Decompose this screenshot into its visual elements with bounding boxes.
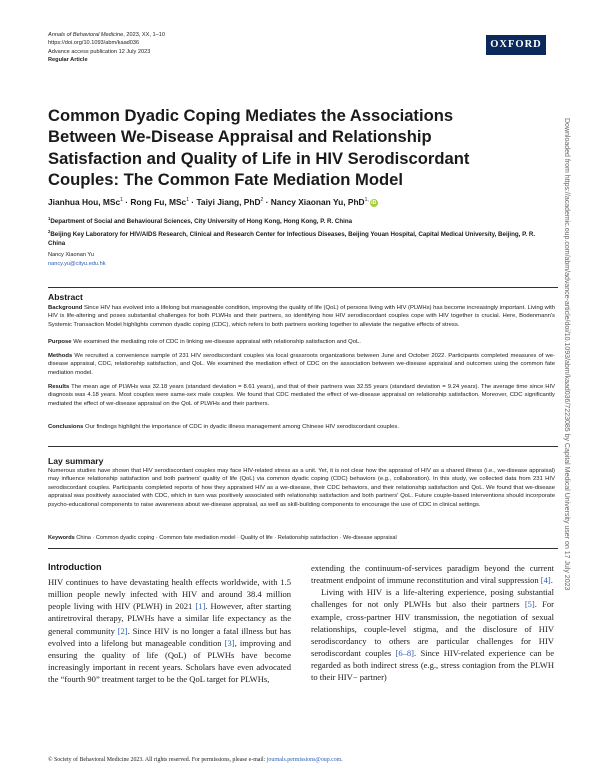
- author-name[interactable]: Jianhua Hou, MSc: [48, 197, 121, 207]
- author-affil-sup: 1: [186, 197, 189, 204]
- orcid-icon[interactable]: iD: [371, 199, 377, 206]
- lay-summary-text: Numerous studies have shown that HIV serodiscordant couples may face HIV-related stress as a unit. Yet, it is not clear how the appraisal of HIV as a shared illness (i.e., we-disease appraisal) may influence relationship satisfaction and both partners' quality of life (QoL) via common dyadic coping (CDC) behaviors (e.g., collaboration). In this study, we collected data from 231 HIV serodiscordant couples. Participants completed reports of how they appraised HIV as a we-disease, their CDC behaviors, and their relationship satisfaction and QoL. We found that we-disease appraisal was positively associated with CDC, which in turn was positively associated with relationship satisfaction and both partners' QoL. Future couple-based interventions should incorporate psycho-educational components to raise awareness about we-disease appraisal, as well as skill-building components to encourage the use of CDC in clinical settings.: [48, 468, 555, 508]
- label-background: Background: [48, 305, 83, 311]
- abstract-methods: [48, 352, 555, 377]
- citation-link[interactable]: [3]: [224, 637, 235, 648]
- author-affil-sup: 1,: [364, 197, 369, 204]
- copyright-end: .: [341, 757, 343, 763]
- text: HIV continues to have devastating health effects worldwide, with 1.5 million people newly infected with HIV and around 38.4 million people living with HIV (PLWH) in 2021: [48, 577, 291, 612]
- text: . Since HIV is no longer a fatal illness but has evolved into a lifelong but manageable condition: [48, 625, 292, 648]
- citation-link[interactable]: [2]: [117, 625, 128, 636]
- article-type: Regular Article: [48, 57, 88, 64]
- abstract-conclusions: [48, 423, 555, 431]
- abstract-results: [48, 383, 555, 408]
- text-background: Since HIV has evolved into a lifelong but manageable condition, improving the quality of life (QoL) of persons living with HIV (PLWHs) has become increasingly important. Living with HIV is life-altering and poses substantial challenges for both PLWHs and their partners, so identifying how HIV serodiscordant couples cope with HIV together is crucial. Here, Bodenmann's Systemic Transaction Model highlights common dyadic coping (CDC), which refers to both partners working together to alleviate the negative effects of stress.: [48, 305, 555, 328]
- abstract-background: [48, 304, 555, 329]
- journal-name: Annals of Behavioral Medicine: [48, 32, 124, 38]
- copyright-footer: [48, 757, 343, 763]
- copyright-text: © Society of Behavioral Medicine 2023. All rights reserved. For permissions, please e-mail:: [48, 757, 267, 763]
- abstract-heading: Abstract: [48, 292, 83, 302]
- text: Living with HIV is a life-altering experience, posing substantial challenges for not only PLWHs but also their partners: [311, 587, 554, 610]
- text: .: [550, 575, 553, 586]
- keywords-label: Keywords: [48, 535, 75, 541]
- corresponding-name: Nancy Xiaonan Yu: [48, 252, 94, 258]
- affiliation-text: Department of Social and Behavioural Sciences, City University of Hong Kong, Hong Kong, P. R. China: [50, 218, 353, 226]
- citation-link[interactable]: [5]: [524, 599, 535, 610]
- citation-link[interactable]: [6–8]: [395, 648, 415, 659]
- text: extending the continuum-of-services paradigm beyond the current treatment endpoint of immune reconstitution and viral suppression: [311, 563, 554, 586]
- lay-summary-heading: Lay summary: [48, 456, 104, 466]
- oxford-logo: OXFORD: [486, 35, 546, 55]
- introduction-left-column: [48, 576, 291, 685]
- text: . However, after starting antiretroviral therapy, PLWHs have a similar life expectancy as the general community: [48, 601, 291, 636]
- divider: [48, 287, 558, 288]
- affiliation-text: Beijing Key Laboratory for HIV/AIDS Research, Clinical and Research Center for Infectious Diseases, Beijing Youan Hospital, Capital Medical University, Beijing, P. R. China: [48, 230, 536, 248]
- divider: [48, 446, 558, 447]
- keywords: [48, 535, 397, 541]
- affiliation-item: [48, 227, 548, 249]
- doi-link[interactable]: https://doi.org/10.1093/abm/kaad036: [48, 40, 140, 47]
- affiliation-item: [48, 214, 548, 227]
- text-methods: We recruited a convenience sample of 231 HIV serodiscordant couples via local grassroots organizations between June and October 2022. Participants completed measures of we-disease appraisal, CDC, relationship satisfaction, and QoL. We examined the mediation effect of CDC on the association between we-disease appraisal and outcomes using the common fate mediation model.: [48, 353, 555, 376]
- label-conclusions: Conclusions: [48, 424, 84, 430]
- corresponding-email[interactable]: nancy.yu@cityu.edu.hk: [48, 260, 106, 267]
- author-name[interactable]: Taiyi Jiang, PhD: [196, 197, 261, 207]
- author-separator: ·: [188, 197, 197, 207]
- abstract-purpose: [48, 338, 555, 346]
- author-list: [48, 197, 378, 207]
- author-affil-sup: 1: [120, 197, 123, 204]
- label-purpose: Purpose: [48, 339, 72, 345]
- advance-access: Advance access publication 12 July 2023: [48, 48, 151, 55]
- download-watermark: Downloaded from https://academic.oup.com/abm/advance-article/doi/10.1093/abm/kaad036/7223085 by Capital Medical University user on 17 July 2023: [563, 118, 570, 591]
- corresponding-author: [48, 251, 106, 268]
- label-results: Results: [48, 384, 70, 390]
- paragraph: [48, 576, 291, 685]
- introduction-right-column: [311, 562, 554, 684]
- author-name[interactable]: Nancy Xiaonan Yu, PhD: [270, 197, 365, 207]
- affiliation-sup: 1: [48, 216, 51, 221]
- affiliations: [48, 214, 548, 249]
- citation-link[interactable]: [1]: [195, 601, 206, 612]
- text-purpose: We examined the mediating role of CDC in linking we-disease appraisal with relationship satisfaction and QoL.: [73, 339, 361, 345]
- label-methods: Methods: [48, 353, 73, 359]
- author-name[interactable]: Rong Fu, MSc: [130, 197, 187, 207]
- article-title: Common Dyadic Coping Mediates the Associations Between We-Disease Appraisal and Relationship Satisfaction and Quality of Life in HIV Serodiscordant Couples: The Common Fate Mediation Model: [48, 106, 470, 190]
- text: , improving and ensuring the quality of life (QoL) of PLWHs have become increasingly important in recent years. Scholars have even advocated the “fourth 90” treatment target to be the QoL target for PLWHs,: [48, 637, 291, 685]
- keywords-items: China · Common dyadic coping · Common fate mediation model · Quality of life · Relationship satisfaction · We-disease appraisal: [76, 535, 397, 541]
- volume-line: , 2023, XX, 1–10: [123, 32, 165, 38]
- text: . For example, cross-partner HIV transmission, the negotiation of sexual relationships, couple-level stigma, and the disclosure of HIV serodiscordancy to others are particular challenges for HIV serodiscordant couples: [311, 599, 554, 659]
- text-results: The mean age of PLWHs was 32.18 years (standard deviation = 8.61 years), and that of their partners was 32.55 years (standard deviation = 9.24 years). The average time since HIV diagnosis was 4.18 years. Most couples were same-sex male couples. We found that CDC mediated the effect of we-disease appraisal on relationship satisfaction. Moreover, CDC significantly mediated the effect of we-disease appraisal on the QoL of PLWHs and their partners.: [48, 384, 556, 407]
- author-separator: ·: [263, 197, 271, 207]
- text: . Since HIV-related experience can be regarded as both indirect stress (e.g., stress contagion from the PLWH to their HIV− partner): [311, 648, 554, 683]
- journal-line: [48, 31, 165, 39]
- author-separator: ·: [122, 197, 131, 207]
- citation-link[interactable]: [4]: [540, 575, 551, 586]
- divider: [48, 548, 558, 549]
- article-meta: [48, 31, 165, 65]
- paragraph: [311, 586, 554, 683]
- affiliation-sup: 2: [48, 228, 51, 234]
- introduction-heading: Introduction: [48, 562, 102, 572]
- paragraph: [311, 562, 554, 586]
- text-conclusions: Our findings highlight the importance of CDC in dyadic illness management among Chinese HIV serodiscordant couples.: [85, 424, 400, 430]
- permissions-email[interactable]: journals.permissions@oup.com: [266, 757, 342, 763]
- author-affil-sup: 2: [260, 197, 264, 204]
